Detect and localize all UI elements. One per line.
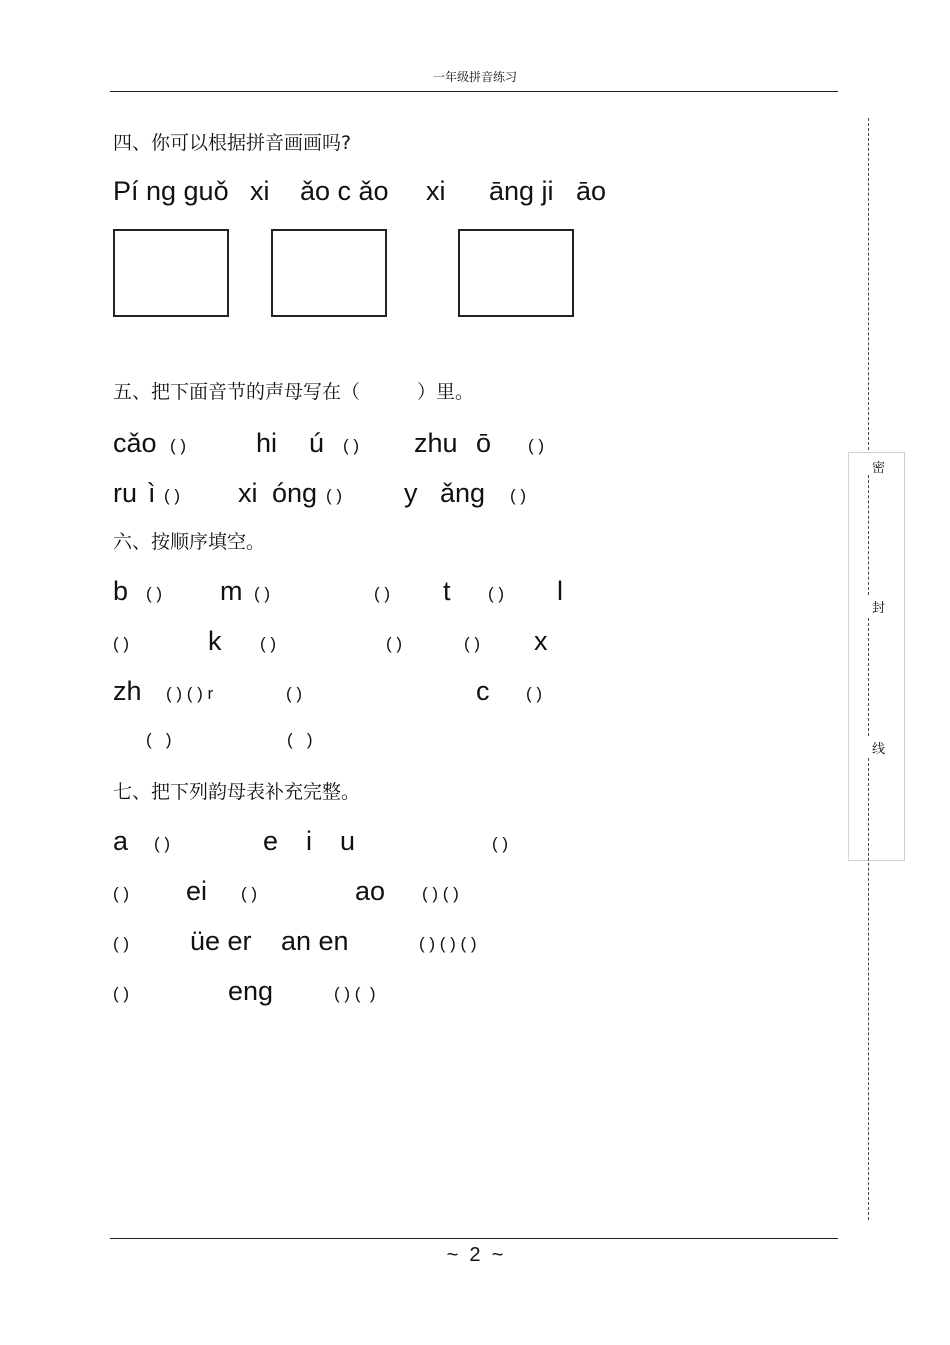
page-header-title: 一年级拼音练习 [432, 70, 517, 84]
final-text: ao [355, 876, 386, 906]
pinyin-text: xi [426, 176, 446, 206]
drawing-box[interactable] [458, 229, 574, 317]
answer-blank[interactable]: ( ) ( ) [334, 984, 376, 1003]
answer-blank[interactable]: ( ) [254, 584, 271, 603]
syllable-text: xi [238, 478, 258, 508]
syllable-text: y [404, 478, 418, 508]
answer-blank[interactable]: ( ) ( ) r [166, 684, 214, 703]
answer-blank[interactable]: ( ) [510, 486, 527, 505]
seal-dashed-line [868, 475, 869, 595]
answer-blank[interactable]: ( ) ( ) ( ) [419, 934, 477, 953]
final-text: e [263, 826, 279, 856]
answer-blank[interactable]: ( ) [464, 634, 481, 653]
answer-blank[interactable]: ( ) [170, 436, 187, 455]
final-text: a [113, 826, 129, 856]
answer-blank[interactable]: ( ) [164, 486, 181, 505]
answer-blank[interactable]: ( ) [526, 684, 543, 703]
final-text: üe er [190, 926, 252, 956]
syllable-text: ì [148, 478, 156, 508]
pinyin-text: xi [250, 176, 270, 206]
seal-dashed-line [868, 758, 869, 1220]
letter-text: b [113, 576, 129, 606]
page-number: ~ 2 ~ [446, 1244, 504, 1266]
pinyin-text: āng ji [489, 176, 554, 206]
answer-blank[interactable]: ( ) [260, 634, 277, 653]
answer-blank[interactable]: ( ) [528, 436, 545, 455]
section6-heading: 六、按顺序填空。 [113, 531, 266, 553]
answer-blank[interactable]: ( ) [326, 486, 343, 505]
syllable-text: ú [309, 428, 325, 458]
seal-dashed-line [868, 618, 869, 736]
answer-blank[interactable]: ( ) [113, 934, 130, 953]
final-text: i [306, 826, 312, 856]
answer-blank[interactable]: ( ) [154, 834, 171, 853]
seal-dashed-line [868, 118, 869, 450]
answer-blank[interactable]: ( ) [241, 884, 258, 903]
final-text: ei [186, 876, 208, 906]
syllable-text: cǎo [113, 428, 157, 458]
answer-blank[interactable]: ( ) [113, 984, 130, 1003]
syllable-text: óng [272, 478, 318, 508]
seal-char-feng: 封 [872, 601, 886, 616]
answer-blank[interactable]: ( ) [146, 584, 163, 603]
answer-blank[interactable]: ( ) ( ) [422, 884, 459, 903]
seal-char-xian: 线 [872, 742, 886, 757]
answer-blank[interactable]: ( ) [343, 436, 360, 455]
answer-blank[interactable]: ( ) [286, 684, 303, 703]
answer-blank[interactable]: ( ) [488, 584, 505, 603]
seal-margin-box [848, 452, 905, 861]
final-text: an en [281, 926, 349, 956]
letter-text: x [534, 626, 548, 656]
letter-text: zh [113, 676, 142, 706]
section5-heading: 五、把下面音节的声母写在（ ）里。 [113, 381, 475, 403]
seal-char-mi: 密 [872, 461, 886, 476]
pinyin-text: ǎo c ǎo [300, 176, 389, 206]
answer-blank[interactable]: ( ) [146, 730, 172, 749]
answer-blank[interactable]: ( ) [113, 634, 130, 653]
answer-blank[interactable]: ( ) [386, 634, 403, 653]
answer-blank[interactable]: ( ) [492, 834, 509, 853]
final-text: u [340, 826, 356, 856]
pinyin-text: āo [576, 176, 607, 206]
final-text: eng [228, 976, 274, 1006]
syllable-text: zhu [414, 428, 458, 458]
answer-blank[interactable]: ( ) [287, 730, 313, 749]
drawing-box[interactable] [113, 229, 229, 317]
pinyin-text: Pí ng guǒ [113, 176, 229, 206]
section4-heading: 四、你可以根据拼音画画吗? [113, 132, 352, 154]
footer-rule [110, 1238, 838, 1239]
syllable-text: ru [113, 478, 138, 508]
letter-text: c [476, 676, 490, 706]
answer-blank[interactable]: ( ) [374, 584, 391, 603]
answer-blank[interactable]: ( ) [113, 884, 130, 903]
syllable-text: hi [256, 428, 278, 458]
section7-heading: 七、把下列韵母表补充完整。 [113, 781, 361, 803]
letter-text: m [220, 576, 243, 606]
letter-text: l [557, 576, 563, 606]
letter-text: k [208, 626, 222, 656]
header-rule [110, 91, 838, 92]
letter-text: t [443, 576, 451, 606]
drawing-box[interactable] [271, 229, 387, 317]
syllable-text: ǎng [440, 478, 486, 508]
syllable-text: ō [476, 428, 492, 458]
